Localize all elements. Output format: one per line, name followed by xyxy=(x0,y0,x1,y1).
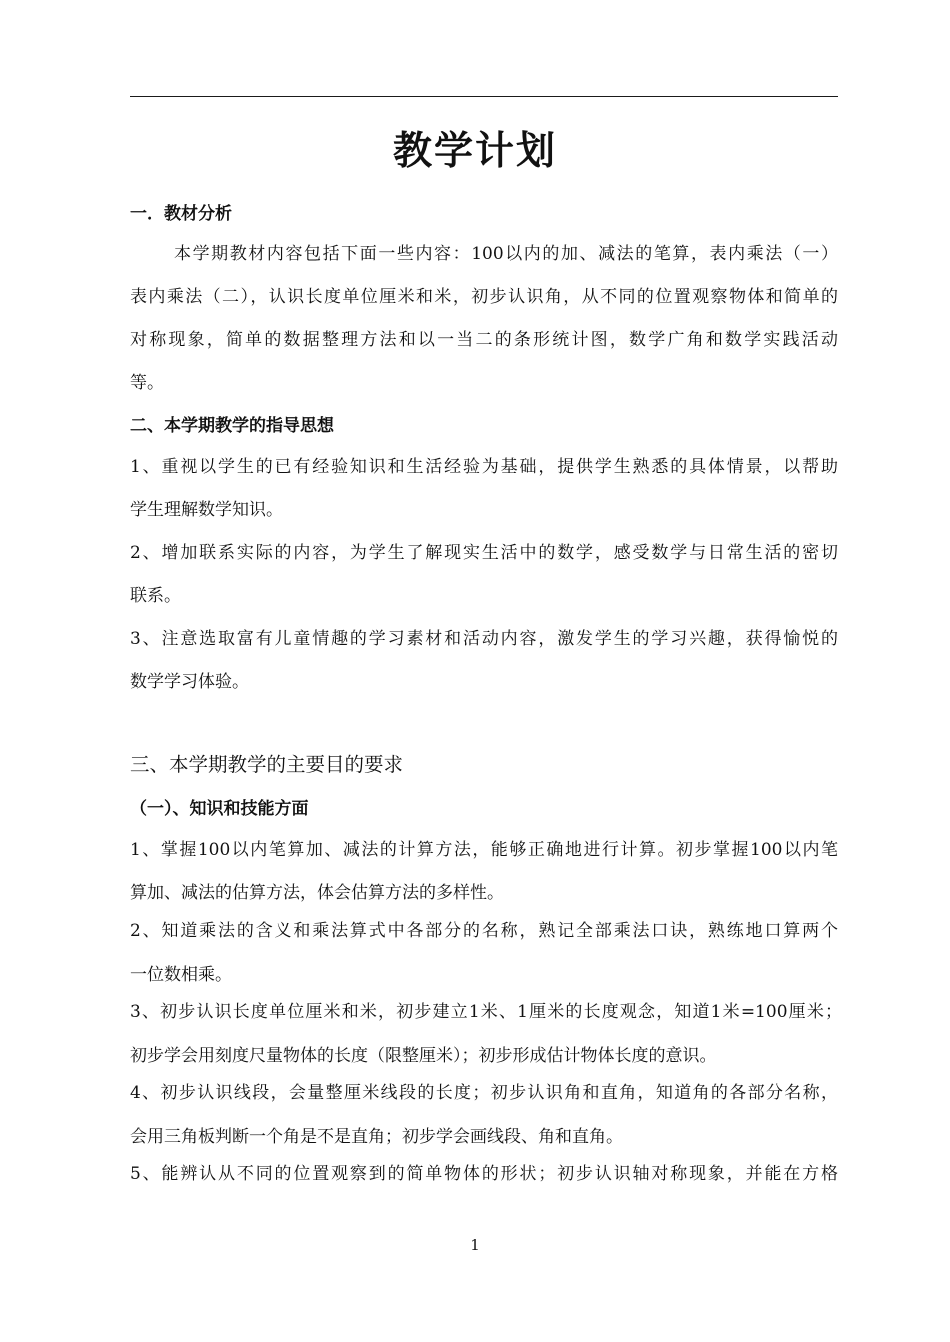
paragraph-line: 会用三角板判断一个角是不是直角；初步学会画线段、角和直角。 xyxy=(130,1127,623,1147)
section-heading-guiding-ideas: 二、本学期教学的指导思想 xyxy=(130,416,334,436)
paragraph-line: 2、知道乘法的含义和乘法算式中各部分的名称，熟记全部乘法口诀，熟练地口算两个 xyxy=(130,921,838,941)
paragraph-line: 一位数相乘。 xyxy=(130,965,232,985)
paragraph-line: 联系。 xyxy=(130,586,181,606)
paragraph-line: 3、注意选取富有儿童情趣的学习素材和活动内容，激发学生的学习兴趣，获得愉悦的 xyxy=(130,629,838,649)
paragraph-line: 1、重视以学生的已有经验知识和生活经验为基础，提供学生熟悉的具体情景，以帮助 xyxy=(130,457,838,477)
document-title: 教学计划 xyxy=(392,129,557,174)
subsection-heading-knowledge-skills: （一）、知识和技能方面 xyxy=(130,799,309,819)
paragraph-line: 5、能辨认从不同的位置观察到的简单物体的形状；初步认识轴对称现象，并能在方格 xyxy=(130,1164,838,1184)
paragraph-line: 1、掌握100以内笔算加、减法的计算方法，能够正确地进行计算。初步掌握100以内笔 xyxy=(130,840,838,860)
header-rule xyxy=(130,96,838,97)
paragraph-line: 算加、减法的估算方法，体会估算方法的多样性。 xyxy=(130,883,504,903)
paragraph-line: 对称现象，简单的数据整理方法和以一当二的条形统计图，数学广角和数学实践活动 xyxy=(130,330,838,350)
paragraph-line: 4、初步认识线段，会量整厘米线段的长度；初步认识角和直角，知道角的各部分名称， xyxy=(130,1083,838,1103)
paragraph-line: 表内乘法（二），认识长度单位厘米和米，初步认识角，从不同的位置观察物体和简单的 xyxy=(130,287,838,307)
paragraph-line: 数学学习体验。 xyxy=(130,672,249,692)
section-heading-goals: 三、本学期教学的主要目的要求 xyxy=(130,753,404,776)
paragraph-line: 等。 xyxy=(130,373,164,393)
paragraph-line: 学生理解数学知识。 xyxy=(130,500,283,520)
paragraph-line: 3、初步认识长度单位厘米和米，初步建立1米、1厘米的长度观念，知道1米=100厘米； xyxy=(130,1002,842,1022)
paragraph-line: 2、增加联系实际的内容，为学生了解现实生活中的数学，感受数学与日常生活的密切 xyxy=(130,543,838,563)
paragraph-line: 初步学会用刻度尺量物体的长度（限整厘米）；初步形成估计物体长度的意识。 xyxy=(130,1046,717,1066)
section-heading-materials: 一．教材分析 xyxy=(130,204,232,224)
page-number: 1 xyxy=(470,1236,480,1254)
paragraph-line: 本学期教材内容包括下面一些内容：100以内的加、减法的笔算，表内乘法（一） xyxy=(174,244,838,264)
